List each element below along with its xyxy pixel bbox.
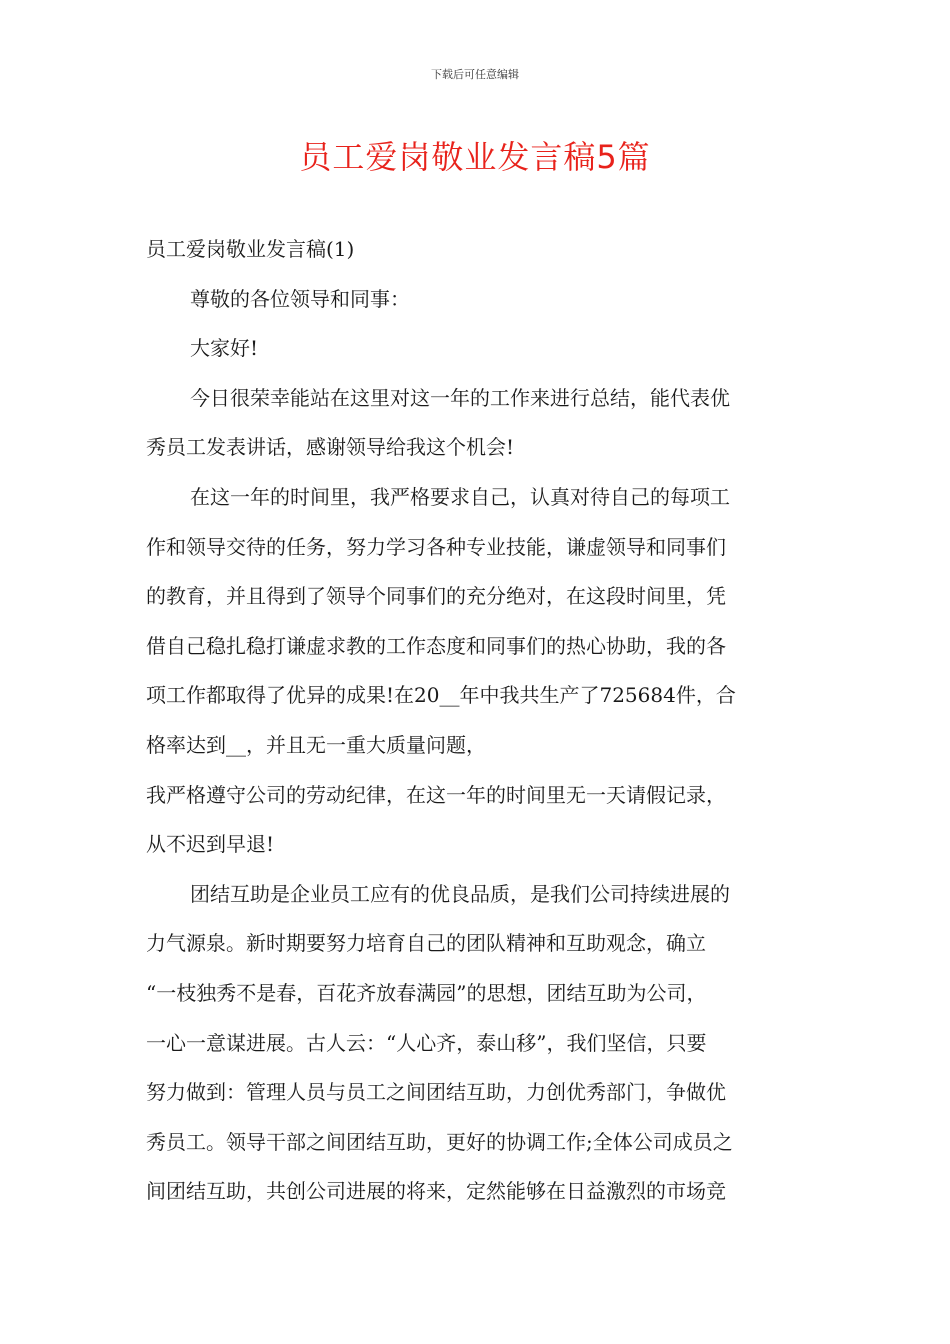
paragraph-line: 从不迟到早退!	[146, 832, 275, 857]
greeting: 大家好!	[190, 336, 259, 361]
paragraph-line: 间团结互助，共创公司进展的将来，定然能够在日益激烈的市场竞	[146, 1179, 726, 1204]
document-body	[146, 225, 806, 1217]
paragraph-line: 格率达到__，并且无一重大质量问题，	[146, 732, 486, 757]
paragraph-line: 今日很荣幸能站在这里对这一年的工作来进行总结，能代表优	[190, 385, 730, 410]
salutation: 尊敬的各位领导和同事：	[190, 286, 410, 311]
paragraph-line: 我严格遵守公司的劳动纪律，在这一年的时间里无一天请假记录，	[146, 782, 726, 807]
paragraph-line: 秀员工。领导干部之间团结互助，更好的协调工作;全体公司成员之	[146, 1129, 733, 1154]
paragraph-line: 借自己稳扎稳打谦虚求教的工作态度和同事们的热心协助，我的各	[146, 633, 726, 658]
paragraph-line: 秀员工发表讲话，感谢领导给我这个机会!	[146, 435, 515, 460]
header-note: 下载后可任意编辑	[431, 68, 519, 81]
paragraph-line: 努力做到：管理人员与员工之间团结互助，力创优秀部门，争做优	[146, 1080, 726, 1105]
paragraph-line: 团结互助是企业员工应有的优良品质，是我们公司持续进展的	[190, 881, 730, 906]
section-heading: 员工爱岗敬业发言稿(1)	[146, 237, 355, 261]
document-title: 员工爱岗敬业发言稿5篇	[299, 138, 651, 176]
paragraph-line: 力气源泉。新时期要努力培育自己的团队精神和互助观念，确立	[146, 931, 706, 956]
paragraph-line: “一枝独秀不是春，百花齐放春满园”的思想，团结互助为公司，	[146, 980, 707, 1005]
paragraph-line: 在这一年的时间里，我严格要求自己，认真对待自己的每项工	[190, 484, 730, 509]
paragraph-line: 的教育，并且得到了领导个同事们的充分绝对，在这段时间里，凭	[146, 584, 726, 609]
paragraph-line: 一心一意谋进展。古人云：“人心齐，泰山移”，我们坚信，只要	[146, 1030, 707, 1055]
paragraph-line: 作和领导交待的任务，努力学习各种专业技能，谦虚领导和同事们	[146, 534, 726, 559]
paragraph-line: 项工作都取得了优异的成果!在20__年中我共生产了725684件，合	[146, 683, 736, 708]
